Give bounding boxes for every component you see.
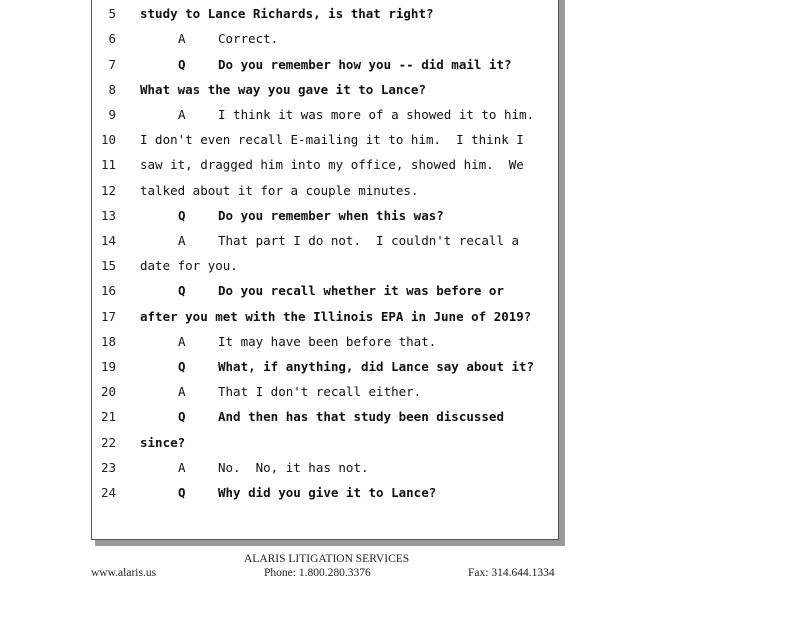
line-text: saw it, dragged him into my office, showed him. We [140,157,524,173]
line-number: 11 [100,157,116,173]
line-number: 24 [100,485,116,500]
transcript-page [91,0,559,540]
line-text: What, if anything, did Lance say about it? [218,359,535,374]
speaker-label: Q [178,485,186,500]
line-number: 10 [100,132,116,148]
line-number: 12 [100,182,116,198]
transcript-line [92,52,558,77]
transcript-line [92,77,558,102]
transcript-line [92,304,558,329]
transcript-line [92,26,558,51]
speaker-label: A [178,459,186,475]
line-number: 13 [100,207,116,223]
transcript-line [92,329,558,354]
line-number: 17 [100,308,116,324]
footer-fax: Fax: 314.644.1334 [468,567,555,579]
transcript-line [92,480,558,505]
transcript-line [92,430,558,455]
line-number: 15 [100,258,116,274]
line-text: Do you remember when this was? [218,207,444,223]
line-number: 14 [100,233,116,248]
line-number: 16 [100,283,116,299]
transcript-line [92,379,558,404]
line-text: since? [140,434,186,450]
line-text: study to Lance Richards, is that right? [140,6,434,22]
speaker-label: A [178,107,186,122]
line-number: 6 [108,31,116,47]
line-text: talked about it for a couple minutes. [140,182,419,198]
transcript-line [92,354,558,379]
transcript-line [92,152,558,177]
line-text: date for you. [140,258,238,274]
transcript-line [92,203,558,228]
line-text: Correct. [218,31,279,47]
line-text: That I don't recall either. [218,384,422,400]
line-text: Do you recall whether it was before or [218,283,504,299]
line-number: 23 [100,459,116,475]
speaker-label: A [178,31,186,47]
speaker-label: Q [178,283,186,299]
footer-phone: Phone: 1.800.280.3376 [264,567,371,579]
line-number: 19 [100,359,116,374]
transcript-line [92,1,558,26]
speaker-label: A [178,384,186,400]
line-number: 7 [108,56,116,72]
speaker-label: A [178,333,186,349]
speaker-label: Q [178,56,186,72]
line-text: Why did you give it to Lance? [218,485,437,500]
speaker-label: Q [178,359,186,374]
line-number: 22 [100,434,116,450]
transcript-line [92,404,558,429]
transcript-line [92,455,558,480]
line-text: That part I do not. I couldn't recall a [218,233,520,248]
transcript-line [92,102,558,127]
transcript-line [92,228,558,253]
footer-company: ALARIS LITIGATION SERVICES [244,553,410,565]
speaker-label: Q [178,409,186,425]
line-text: I don't even recall E-mailing it to him. I think I [140,132,524,148]
line-text: Do you remember how you -- did mail it? [218,56,512,72]
transcript-line [92,253,558,278]
transcript-line [92,178,558,203]
speaker-label: Q [178,207,186,223]
line-number: 21 [100,409,116,425]
line-text: after you met with the Illinois EPA in June of 2019? [140,308,532,324]
line-text: What was the way you gave it to Lance? [140,81,426,97]
line-text: I think it was more of a showed it to him. [218,107,535,122]
line-text: It may have been before that. [218,333,437,349]
transcript-line [92,278,558,303]
line-text: And then has that study been discussed [218,409,504,425]
line-text: No. No, it has not. [218,459,369,475]
line-number: 8 [108,81,116,97]
line-number: 20 [100,384,116,400]
line-number: 5 [108,6,116,22]
speaker-label: A [178,233,186,248]
transcript-line [92,127,558,152]
footer-website[interactable]: www.alaris.us [91,567,157,579]
line-number: 9 [108,107,116,122]
line-number: 18 [100,333,116,349]
